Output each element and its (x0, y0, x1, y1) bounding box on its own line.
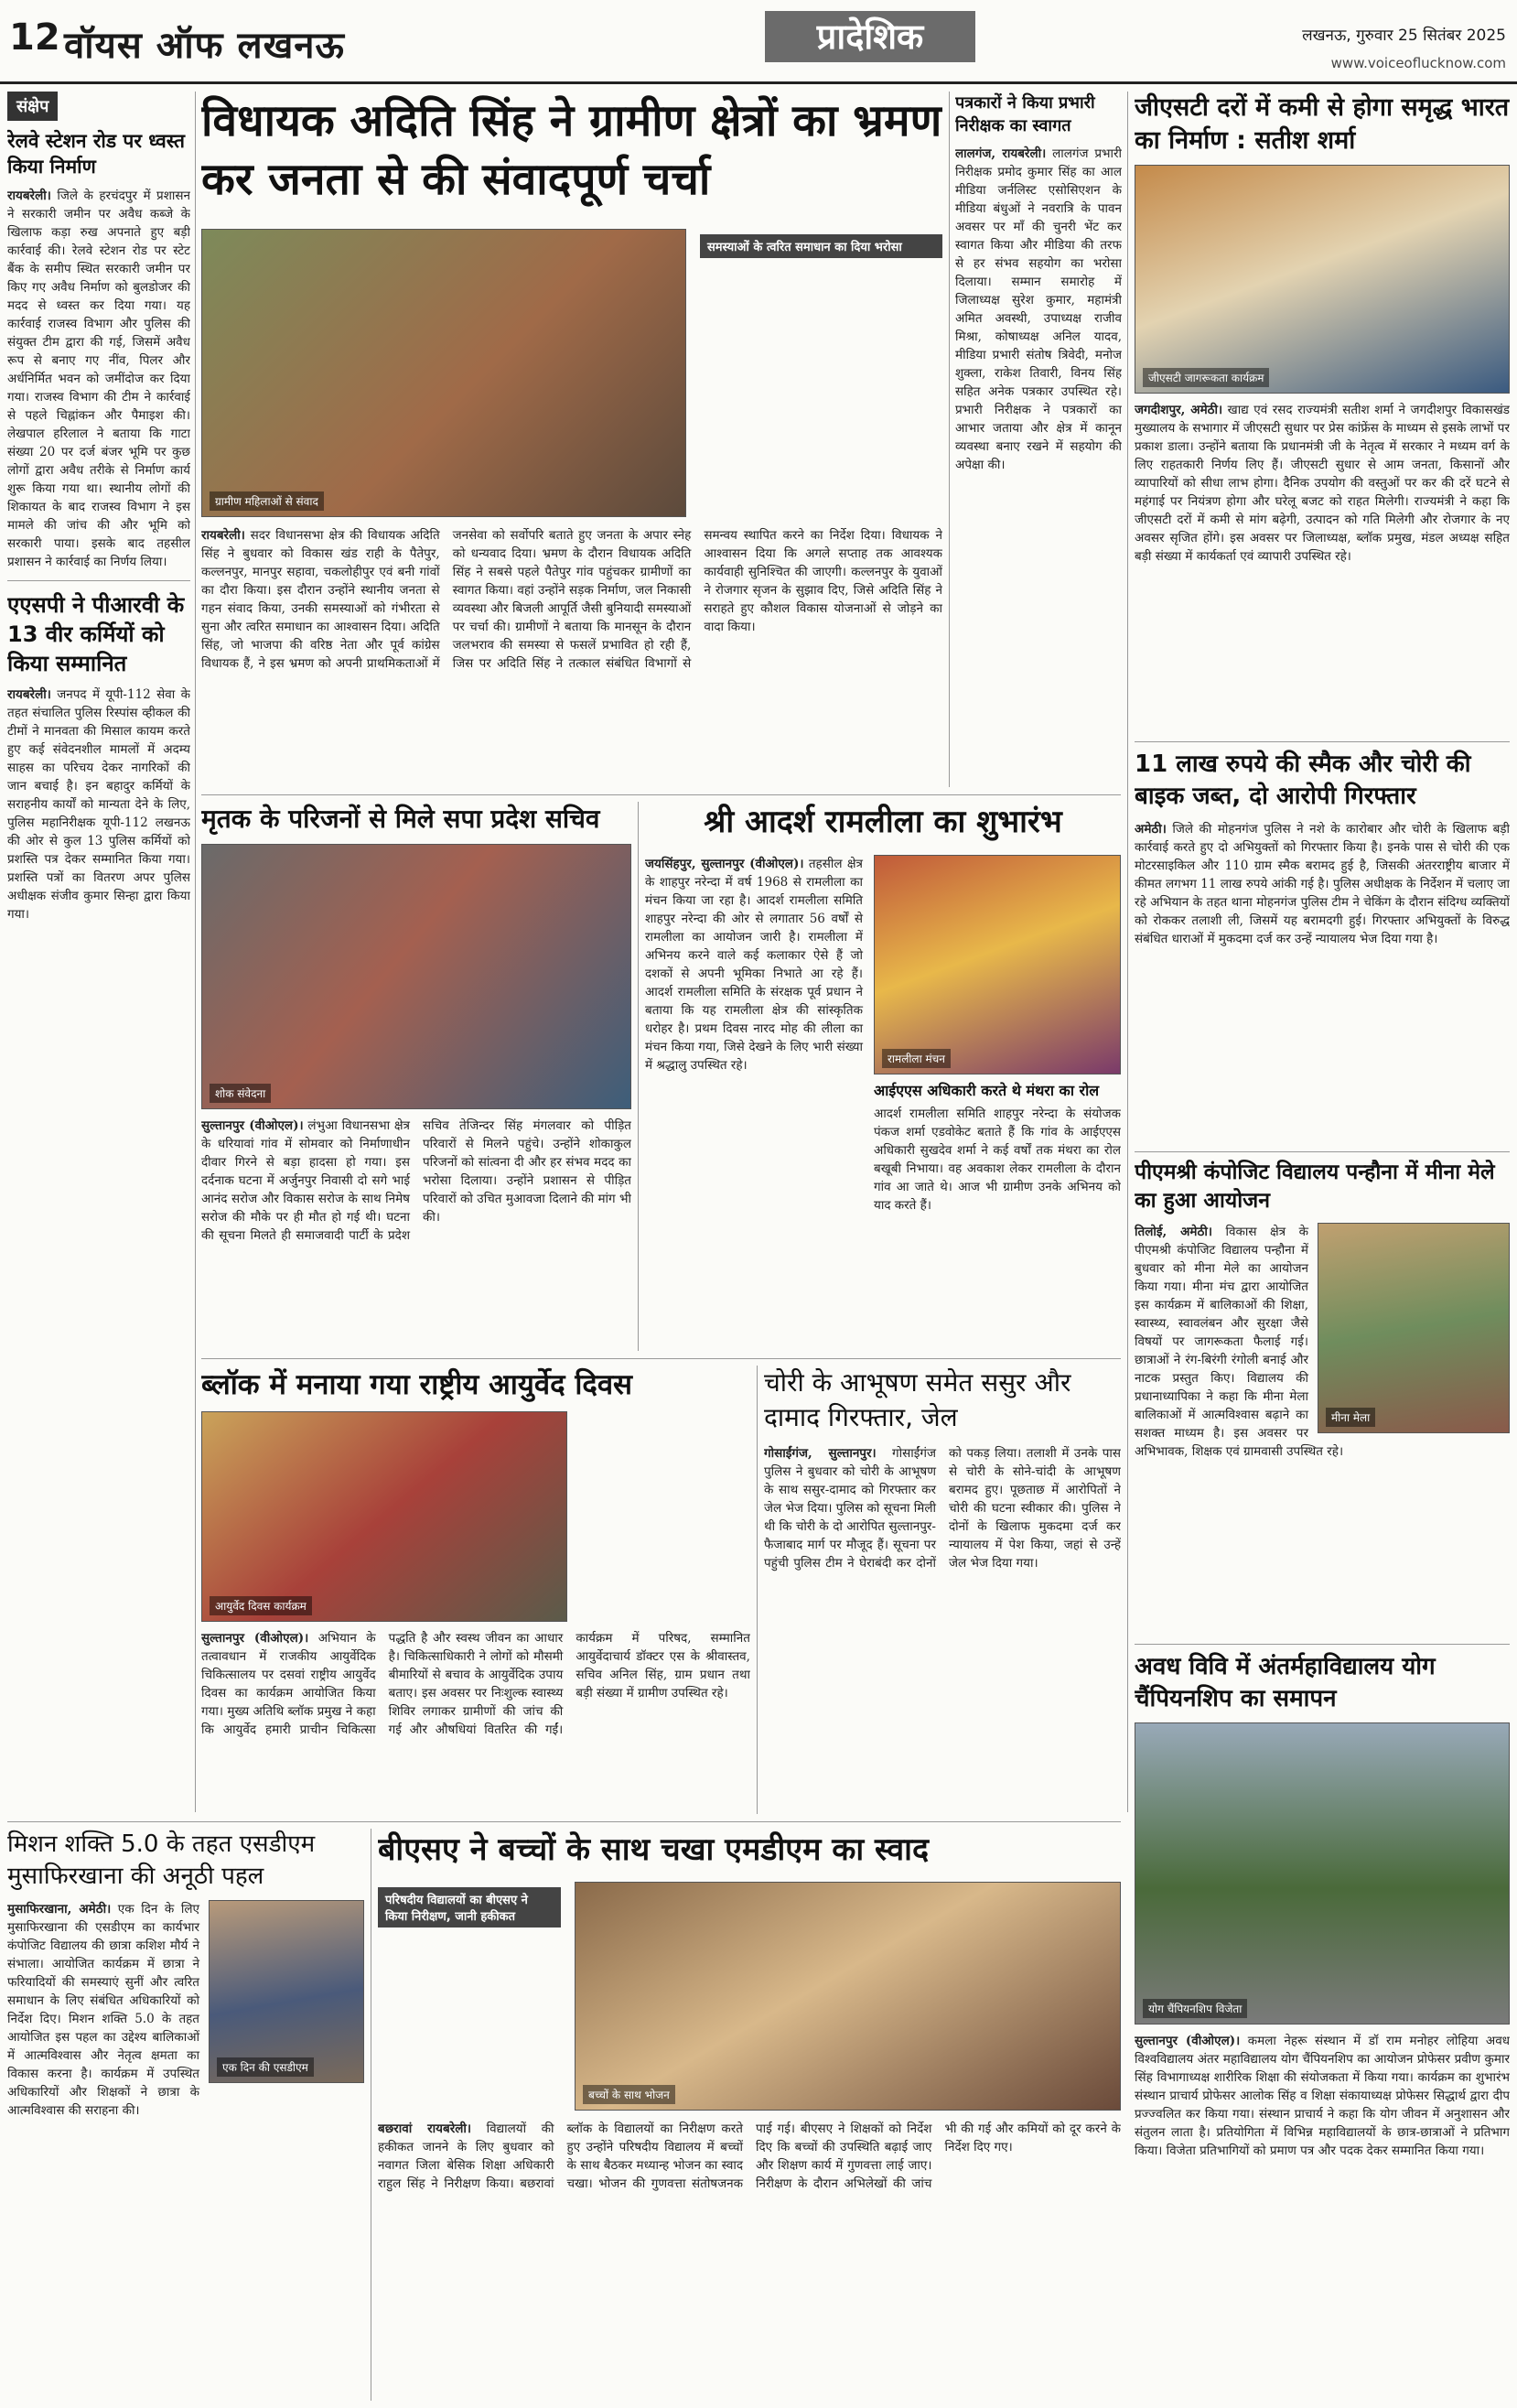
sp-photo-label: शोक संवेदना (210, 1084, 271, 1103)
lead-photo-label: ग्रामीण महिलाओं से संवाद (210, 491, 324, 511)
section-title: प्रादेशिक (765, 11, 975, 62)
theft-story (764, 1366, 1121, 1814)
brief-headline: रेलवे स्टेशन रोड पर ध्वस्त किया निर्माण (7, 130, 185, 178)
yoga-body: सुल्तानपुर (वीओएल)। कमला नेहरू संस्थान में डॉ राम मनोहर लोहिया अवध विश्वविद्यालय अंतर महाविद्यालय योग चैंपियनशिप का आयोजन प्रोफेसर प्रवीण कुमार सिंह विभागाध्यक्ष शारीरिक शिक्षा की संयोजकता में किया गया। कार्यक्रम का शुभारंभ संस्थान प्राचार्य प्रोफेसर आलोक सिंह व शिक्षा संकायाध्यक्ष प्रोफेसर सिद्धार्थ द्वारा दीप प्रज्ज्वलित कर किया गया। संस्थान प्राचार्य ने कहा कि योग जीवन में अनुशासन और संतुलन लाता है। प्रतियोगिता में विभिन्न महाविद्यालयों के छात्र-छात्राओं ने प्रतिभाग किया। विजेता प्रतिभागियों को प्रमाण पत्र और पदक देकर सम्मानित किया गया। (1135, 2034, 1510, 2158)
yoga-photo (1135, 1722, 1510, 2025)
mission-body: मुसाफिरखाना, अमेठी। एक दिन के लिए मुसाफिरखाना की एसडीएम का कार्यभार कंपोजिट विद्यालय की छात्रा कशिश मौर्य ने संभाला। आयोजित कार्यक्रम में छात्रा ने फरियादियों की समस्याएं सुनीं और त्वरित समाधान के लिए संबंधित अधिकारियों को निर्देश दिए। मिशन शक्ति 5.0 के तहत आयोजित इस पहल का उद्देश्य बालिकाओं में आत्मविश्वास और नेतृत्व क्षमता का विकास करना है। कार्यक्रम में उपस्थित अधिकारियों और शिक्षकों ने छात्रा के आत्मविश्वास की सराहना की। (7, 1902, 199, 2118)
mission-story (7, 1829, 364, 2401)
mdm-photo (575, 1882, 1121, 2111)
yoga-story (1135, 1651, 1510, 2402)
ramlila-story (645, 802, 1121, 1351)
ramlila-body: जयसिंहपुर, सुल्तानपुर (वीओएल)। तहसील क्षेत्र के शाहपुर नरेन्दा में वर्ष 1968 से रामलीला का मंचन किया जा रहा है। आदर्श रामलीला समिति शाहपुर नरेन्दा की ओर से लगातार 56 वर्षों से रामलीला का आयोजन जारी है। रामलीला में अभिनय करने वाले कई कलाकार ऐसे हैं जो दशकों से अपनी भूमिका निभाते आ रहे हैं। आदर्श रामलीला समिति के संरक्षक पूर्व प्रधान ने बताया कि यह रामलीला क्षेत्र की सांस्कृतिक धरोहर है। प्रथम दिवस नारद मोह की लीला का मंचन किया गया, जिसे देखने के लिए भारी संख्या में श्रद्धालु उपस्थित रहे। (645, 857, 863, 1073)
sp-body: सुल्तानपुर (वीओएल)। लंभुआ विधानसभा क्षेत्र के धरियावां गांव में सोमवार को निर्माणाधीन दीवार गिरने से बड़ा हादसा हो गया। इस दर्दनाक घटना में अर्जुनपुर निवासी दो सगे भाई आनंद सरोज और विकास सरोज के साथ निमेष सरोज की मौके पर ही मौत हो गई थी। घटना की सूचना मिलते ही समाजवादी पार्टी के प्रदेश सचिव तेजिन्दर सिंह मंगलवार को पीड़ित परिवारों से मिलने पहुंचे। उन्होंने शोकाकुल परिजनों को सांत्वना दी और हर संभव मदद का भरोसा दिलाया। उन्होंने प्रशासन से पीड़ित परिवारों को उचित मुआवजा दिलाने की मांग भी की। (201, 1118, 631, 1243)
sp-photo (201, 844, 631, 1109)
ramlila-subhead: आईएएस अधिकारी करते थे मंथरा का रोल (874, 1082, 1100, 1099)
ramlila-photo-label: रामलीला मंचन (882, 1049, 951, 1068)
yoga-photo-label: योग चैंपियनशिप विजेता (1143, 1999, 1247, 2018)
mission-headline: मिशन शक्ति 5.0 के तहत एसडीएम मुसाफिरखाना की अनूठी पहल (7, 1830, 316, 1890)
lead-headline: विधायक अदिति सिंह ने ग्रामीण क्षेत्रों का भ्रमण कर जनता से की संवादपूर्ण चर्चा (201, 95, 942, 205)
mdm-headline: बीएसए ने बच्चों के साथ चखा एमडीएम का स्वाद (378, 1831, 930, 1868)
mission-photo (209, 1900, 364, 2083)
mission-photo-label: एक दिन की एसडीएम (217, 2057, 314, 2077)
pmshri-headline: पीएमश्री कंपोजिट विद्यालय पन्हौना में मीना मेले का हुआ आयोजन (1135, 1161, 1495, 1213)
brief-kicker: संक्षेप (7, 92, 58, 121)
theft-body: गोसाईंगंज, सुल्तानपुर। गोसाईंगंज पुलिस ने बुधवार को चोरी के आभूषण के साथ ससुर-दामाद को गिरफ्तार कर जेल भेज दिया। पुलिस को सूचना मिली थी कि चोरी के दो आरोपित सुल्तानपुर-फैजाबाद मार्ग पर मौजूद हैं। सूचना पर पहुंची पुलिस टीम ने घेराबंदी कर दोनों को पकड़ लिया। तलाशी में उनके पास से चोरी के सोने-चांदी के आभूषण बरामद हुए। पूछताछ में आरोपितों ने चोरी की घटना स्वीकार की। पुलिस ने दोनों के खिलाफ मुकदमा दर्ज कर न्यायालय में पेश किया, जहां से उन्हें जेल भेज दिया गया। (764, 1446, 1121, 1571)
lead-photo (201, 229, 686, 517)
brief-body-2: रायबरेली। जनपद में यूपी-112 सेवा के तहत संचालित पुलिस रिस्पांस व्हीकल की टीमों ने मानवता की मिसाल कायम करते हुए कई संवेदनशील मामलों में अदम्य साहस का परिचय देकर नागरिकों की जान बचाई है। इन बहादुर कर्मियों के सराहनीय कार्यों को मान्यता देने के लिए, पुलिस महानिरीक्षक यूपी-112 लखनऊ की ओर से कुल 13 पुलिस कर्मियों को प्रशस्ति पत्र देकर सम्मानित किया गया। प्रशस्ति पत्रों का वितरण अपर पुलिस अधीक्षक संजीव कुमार सिन्हा द्वारा किया गया। (7, 687, 190, 922)
page-number: 12 (9, 16, 60, 59)
left-brief-column (7, 92, 190, 1812)
journalist-headline: पत्रकारों ने किया प्रभारी निरीक्षक का स्वागत (955, 93, 1095, 135)
gst-story (1135, 92, 1510, 732)
theft-headline: चोरी के आभूषण समेत ससुर और दामाद गिरफ्तार, जेल (764, 1367, 1071, 1432)
sp-headline: मृतक के परिजनों से मिले सपा प्रदेश सचिव (201, 804, 600, 834)
mdm-story (378, 1829, 1121, 2401)
bike-body: अमेठी। जिले की मोहनगंज पुलिस ने नशे के कारोबार और चोरी के खिलाफ बड़ी कार्रवाई करते हुए दो अभियुक्तों को गिरफ्तार किया है। इनके पास से चोरी की एक मोटरसाइकिल और 110 ग्राम स्मैक बरामद हुई है, जिसकी अंतरराष्ट्रीय बाजार में कीमत लगभग 11 लाख रुपये आंकी गई है। पुलिस अधीक्षक के निर्देशन में चलाए जा रहे अभियान के तहत थाना मोहनगंज पुलिस टीम ने चेकिंग के दौरान संदिग्ध व्यक्तियों को रोककर तलाशी ली, जिसमें यह बरामदगी हुई। गिरफ्तार अभियुक्तों के विरुद्ध संबंधित धाराओं में मुकदमा दर्ज कर उन्हें न्यायालय भेज दिया गया है। (1135, 822, 1510, 946)
yoga-headline: अवध विवि में अंतर्महाविद्यालय योग चैंपियनशिप का समापन (1135, 1653, 1436, 1712)
brief-body: रायबरेली। जिले के हरचंदपुर में प्रशासन ने सरकारी जमीन पर अवैध कब्जे के खिलाफ कड़ा रुख अपनाते हुए बड़ी कार्रवाई की। रेलवे स्टेशन रोड पर स्टेट बैंक के समीप स्थित सरकारी जमीन पर किए गए अवैध निर्माण को बुलडोजर की मदद से ध्वस्त कर दिया गया। यह कार्रवाई राजस्व विभाग और पुलिस की संयुक्त टीम द्वारा की गई, जिसमें अवैध रूप से बनाए गए नींव, पिलर और अर्धनिर्मित भवन को जमींदोज कर दिया गया। राजस्व विभाग की टीम ने कार्रवाई से पहले चिह्नांकन और पैमाइश की। लेखपाल हरिलाल ने बताया कि गाटा संख्या 20 पर दर्ज बंजर भूमि पर कुछ लोगों द्वारा अवैध तरीके से निर्माण कार्य शुरू किया गया था। स्थानीय लोगों की शिकायत के बाद राजस्व विभाग ने इस मामले की जांच की और भूमि को सरकारी पाया। इसके बाद तहसील प्रशासन ने कार्रवाई का निर्णय लिया। (7, 189, 190, 569)
mdm-photo-label: बच्चों के साथ भोजन (583, 2085, 675, 2104)
gst-photo (1135, 165, 1510, 394)
journalist-brief (955, 92, 1122, 787)
ayurveda-body: सुल्तानपुर (वीओएल)। अभियान के तत्वावधान में राजकीय आयुर्वेदिक चिकित्सालय पर दसवां राष्ट्रीय आयुर्वेद दिवस का कार्यक्रम आयोजित किया गया। मुख्य अतिथि ब्लॉक प्रमुख ने कहा कि आयुर्वेद हमारी प्राचीन चिकित्सा पद्धति है और स्वस्थ जीवन का आधार है। चिकित्साधिकारी ने लोगों को मौसमी बीमारियों से बचाव के आयुर्वेदिक उपाय बताए। इस अवसर पर निःशुल्क स्वास्थ्य शिविर लगाकर ग्रामीणों की जांच की गई और औषधियां वितरित की गईं। कार्यक्रम में परिषद, सम्मानित आयुर्वेदाचार्य डॉक्टर एस के श्रीवास्तव, सचिव अनिल सिंह, ग्राम प्रधान तथा बड़ी संख्या में ग्रामीण उपस्थित रहे। (201, 1631, 750, 1737)
paper-name: वॉयस ऑफ लखनऊ (64, 25, 345, 67)
mdm-subhead: परिषदीय विद्यालयों का बीएसए ने किया निरीक्षण, जानी हकीकत (378, 1887, 561, 1927)
pmshri-body: तिलोई, अमेठी। विकास क्षेत्र के पीएमश्री कंपोजिट विद्यालय पन्हौना में बुधवार को मीना मेले का आयोजन किया गया। मीना मंच द्वारा आयोजित इस कार्यक्रम में बालिकाओं की शिक्षा, स्वास्थ्य, स्वावलंबन और सुरक्षा जैसे विषयों पर जागरूकता फैलाई गई। छात्राओं ने रंग-बिरंगी रंगोली बनाई और नाटक प्रस्तुत किए। विद्यालय की प्रधानाध्यापिका ने कहा कि मीना मेला बालिकाओं में आत्मविश्वास बढ़ाने का सशक्त माध्यम है। इस अवसर पर अभिभावक, शिक्षक एवं ग्रामवासी उपस्थित रहे। (1135, 1225, 1344, 1459)
pmshri-story (1135, 1159, 1510, 1635)
brief-headline-2: एएसपी ने पीआरवी के 13 वीर कर्मियों को किया सम्मानित (7, 592, 185, 676)
ayurveda-headline: ब्लॉक में मनाया गया राष्ट्रीय आयुर्वेद दिवस (201, 1368, 633, 1401)
mdm-body: बछरावां रायबरेली। विद्यालयों की हकीकत जानने के लिए बुधवार को नवागत जिला बेसिक शिक्षा अधिकारी राहुल सिंह ने निरीक्षण किया। बछरावां ब्लॉक के विद्यालयों का निरीक्षण करते हुए उन्होंने परिषदीय विद्यालय में बच्चों के साथ बैठकर मध्यान्ह भोजन का स्वाद चखा। भोजन की गुणवत्ता संतोषजनक पाई गई। बीएसए ने शिक्षकों को निर्देश दिए कि बच्चों की उपस्थिति बढ़ाई जाए और शिक्षण कार्य में गुणवत्ता लाई जाए। निरीक्षण के दौरान अभिलेखों की जांच भी की गई और कमियों को दूर करने के निर्देश दिए गए। (378, 2122, 1121, 2191)
lead-body: रायबरेली। सदर विधानसभा क्षेत्र की विधायक अदिति सिंह ने बुधवार को विकास खंड राही के पैतेपुर, कल्लनपुर, मानपुर सहावा, चकलोहीपुर एवं बनी गांवों का दौरा किया। इस दौरान उन्होंने स्थानीय जनता से गहन संवाद किया, उनकी समस्याओं को गंभीरता से सुना और त्वरित समाधान का आश्वासन दिया। अदिति सिंह, जो भाजपा की वरिष्ठ नेता और पूर्व कांग्रेस विधायक हैं, ने इस भ्रमण को अपनी प्राथमिकताओं में जनसेवा को सर्वोपरि बताते हुए जनता के अपार स्नेह को धन्यवाद दिया। भ्रमण के दौरान विधायक अदिति सिंह ने सबसे पहले पैतेपुर गांव पहुंचकर ग्रामीणों का स्वागत किया। वहां उन्होंने सड़क निर्माण, जल निकासी व्यवस्था और बिजली आपूर्ति जैसी बुनियादी समस्याओं पर चर्चा की। ग्रामीणों ने बताया कि मानसून के दौरान जलभराव की समस्या से फसलें प्रभावित हो रही हैं, जिस पर अदिति सिंह ने तत्काल संबंधित विभागों से समन्वय स्थापित करने का निर्देश दिया। विधायक ने आश्वासन दिया कि अगले सप्ताह तक आवश्यक कार्यवाही सुनिश्चित की जाएगी। कल्लनपुर के युवाओं ने रोजगार सृजन के सुझाव दिए, जिसे अदिति सिंह ने सराहते हुए कौशल विकास योजनाओं से जोड़ने का वादा किया। (201, 528, 942, 671)
ramlila-photo (874, 855, 1121, 1074)
ramlila-body-2: आदर्श रामलीला समिति शाहपुर नरेन्दा के संयोजक पंकज शर्मा एडवोकेट बताते हैं कि गांव के आईएएस अधिकारी सुखदेव शर्मा ने कई वर्षों तक मंथरा का रोल बखूबी निभाया। वह अवकाश लेकर रामलीला के दौरान गांव आ जाते थे। आज भी ग्रामीण उनके अभिनय को याद करते हैं। (874, 1107, 1121, 1213)
gst-body: जगदीशपुर, अमेठी। खाद्य एवं रसद राज्यमंत्री सतीश शर्मा ने जगदीशपुर विकासखंड मुख्यालय के सभागार में जीएसटी सुधार पर प्रेस कांफ्रेंस के माध्यम से इसके लाभों पर प्रकाश डाला। उन्होंने बताया कि प्रधानमंत्री जी के नेतृत्व में सरकार ने मध्यम वर्ग के लिए राहतकारी निर्णय लिए हैं। जीएसटी सुधार से आम जनता, किसानों और व्यापारियों को सीधा लाभ होगा। दैनिक उपयोग की वस्तुओं पर कर की दरें घटने से महंगाई पर नियंत्रण होगा और घरेलू बजट को राहत मिलेगी। राज्यमंत्री ने कहा कि जीएसटी दरों में कमी से मांग बढ़ेगी, उत्पादन को गति मिलेगी और रोजगार के नए अवसर सृजित होंगे। इस अवसर पर जिलाध्यक्ष, ब्लॉक प्रमुख, मंडल अध्यक्ष सहित बड़ी संख्या में कार्यकर्ता एवं व्यापारी उपस्थित रहे। (1135, 403, 1510, 564)
bike-headline: 11 लाख रुपये की स्मैक और चोरी की बाइक जब्त, दो आरोपी गिरफ्तार (1135, 750, 1471, 810)
lead-subhead: समस्याओं के त्वरित समाधान का दिया भरोसा (700, 234, 942, 258)
ramlila-headline: श्री आदर्श रामलीला का शुभारंभ (704, 804, 1062, 840)
masthead (0, 0, 1517, 84)
lead-story (201, 92, 942, 787)
bike-story (1135, 749, 1510, 1142)
sp-story (201, 802, 631, 1351)
journalist-body: लालगंज, रायबरेली। लालगंज प्रभारी निरीक्षक प्रमोद कुमार सिंह का आल मीडिया जर्नलिस्ट एसोसिएशन के मीडिया बंधुओं ने नवरात्रि के पावन अवसर पर माँ की चुनरी भेंट कर स्वागत किया और मीडिया की तरफ से हर संभव सहयोग का भरोसा दिलाया। सम्मान समारोह में जिलाध्यक्ष सुरेश कुमार, महामंत्री अमित अवस्थी, उपाध्यक्ष राजीव मिश्रा, कोषाध्यक्ष अनिल यादव, मीडिया प्रभारी संतोष त्रिवेदी, मनोज शुक्ला, राकेश तिवारी, विनय सिंह सहित अनेक पत्रकार उपस्थित रहे। प्रभारी निरीक्षक ने पत्रकारों का आभार जताया और क्षेत्र में कानून व्यवस्था बनाए रखने में सहयोग की अपेक्षा की। (955, 146, 1122, 472)
pmshri-photo (1318, 1223, 1510, 1433)
gst-photo-label: जीएसटी जागरूकता कार्यक्रम (1143, 368, 1269, 387)
ayurveda-photo-label: आयुर्वेद दिवस कार्यक्रम (210, 1596, 312, 1615)
gst-headline: जीएसटी दरों में कमी से होगा समृद्ध भारत का निर्माण : सतीश शर्मा (1135, 93, 1510, 155)
ayurveda-story (201, 1366, 750, 1814)
ayurveda-photo (201, 1411, 567, 1622)
website-link[interactable]: www.voiceoflucknow.com (1330, 55, 1506, 71)
edition-dateline: लखनऊ, गुरुवार 25 सितंबर 2025 (1302, 27, 1506, 45)
pmshri-photo-label: मीना मेला (1326, 1408, 1375, 1427)
